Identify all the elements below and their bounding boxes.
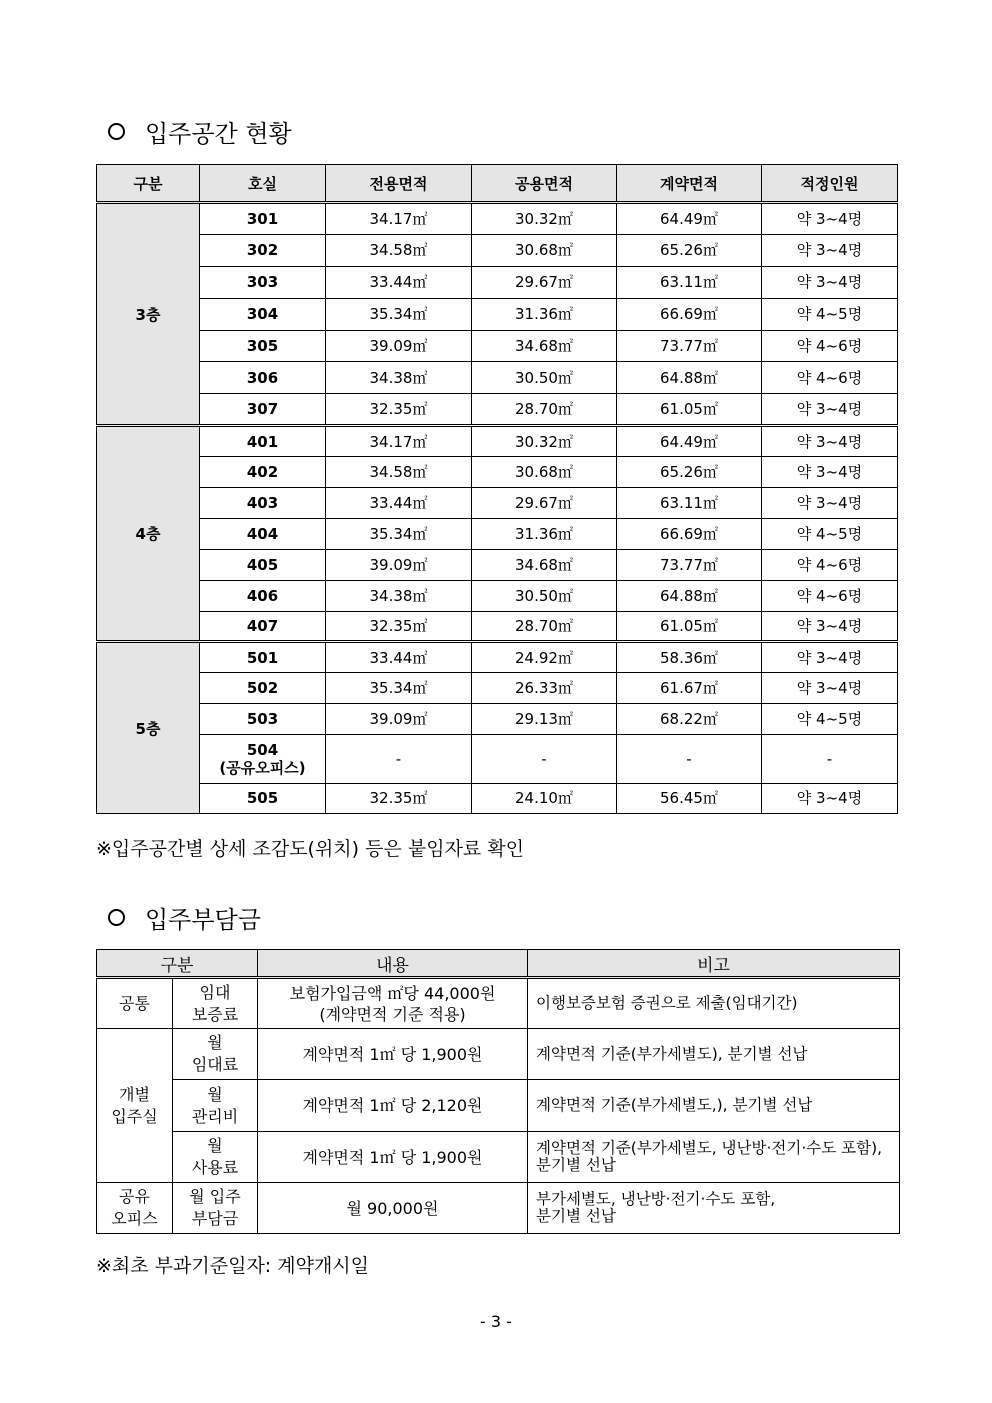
contract-area: 64.88㎡ [617, 362, 762, 394]
contract-area: 63.11㎡ [617, 488, 762, 519]
subcategory-label: 월 입주 부담금 [173, 1183, 258, 1234]
room-number: 306 [200, 362, 326, 394]
table-row [97, 298, 898, 330]
common-area: 30.68㎡ [472, 234, 617, 266]
room-number: 501 [200, 642, 326, 673]
room-number: 505 [200, 783, 326, 814]
fee-remark: 계약면적 기준(부가세별도, 냉난방·전기·수도 포함), 분기별 선납 [528, 1132, 900, 1183]
common-area: 29.13㎡ [472, 703, 617, 734]
contract-area: 73.77㎡ [617, 549, 762, 580]
table-row [97, 203, 898, 235]
section1-heading [108, 114, 292, 149]
capacity: 약 4~6명 [762, 330, 898, 362]
contract-area: 56.45㎡ [617, 783, 762, 814]
exclusive-area: - [326, 734, 472, 783]
table-row [97, 1183, 900, 1234]
contract-area: 64.88㎡ [617, 580, 762, 611]
contract-area: 64.49㎡ [617, 426, 762, 457]
common-area: 28.70㎡ [472, 394, 617, 426]
contract-area: 65.26㎡ [617, 234, 762, 266]
room-number: 503 [200, 703, 326, 734]
capacity: - [762, 734, 898, 783]
table-row [97, 234, 898, 266]
contract-area: 68.22㎡ [617, 703, 762, 734]
room-number: 402 [200, 457, 326, 488]
exclusive-area: 39.09㎡ [326, 330, 472, 362]
exclusive-area: 32.35㎡ [326, 783, 472, 814]
category-label: 공통 [97, 978, 173, 1029]
capacity: 약 3~4명 [762, 266, 898, 298]
table-row [97, 518, 898, 549]
contract-area: 61.05㎡ [617, 394, 762, 426]
exclusive-area: 34.38㎡ [326, 362, 472, 394]
header-capacity: 적정인원 [762, 165, 898, 203]
subcategory-label: 월 임대료 [173, 1029, 258, 1080]
exclusive-area: 34.58㎡ [326, 234, 472, 266]
common-area: 30.32㎡ [472, 203, 617, 235]
table-row [97, 362, 898, 394]
capacity: 약 3~4명 [762, 457, 898, 488]
room-number: 404 [200, 518, 326, 549]
table-row [97, 549, 898, 580]
fee-content: 보험가입금액 ㎡당 44,000원 (계약면적 기준 적용) [258, 978, 528, 1029]
table-row [97, 783, 898, 814]
table-row [97, 703, 898, 734]
capacity: 약 3~4명 [762, 673, 898, 704]
header-exclusive-area: 전용면적 [326, 165, 472, 203]
table-row [97, 978, 900, 1029]
room-number: 302 [200, 234, 326, 266]
table-row [97, 457, 898, 488]
exclusive-area: 34.38㎡ [326, 580, 472, 611]
exclusive-area: 32.35㎡ [326, 611, 472, 642]
room-number: 303 [200, 266, 326, 298]
capacity: 약 3~4명 [762, 426, 898, 457]
table-row [97, 488, 898, 519]
section1-note: ※입주공간별 상세 조감도(위치) 등은 붙임자료 확인 [96, 838, 525, 860]
room-number: 407 [200, 611, 326, 642]
common-area: 24.10㎡ [472, 783, 617, 814]
exclusive-area: 35.34㎡ [326, 518, 472, 549]
room-number: 304 [200, 298, 326, 330]
table-row [97, 1132, 900, 1183]
contract-area: 61.67㎡ [617, 673, 762, 704]
floor-label: 4층 [97, 426, 200, 642]
capacity: 약 3~4명 [762, 234, 898, 266]
room-number: 301 [200, 203, 326, 235]
header-contract-area: 계약면적 [617, 165, 762, 203]
table-row [97, 394, 898, 426]
room-number: 502 [200, 673, 326, 704]
common-area: - [472, 734, 617, 783]
exclusive-area: 32.35㎡ [326, 394, 472, 426]
room-number: 305 [200, 330, 326, 362]
capacity: 약 4~6명 [762, 362, 898, 394]
room-number: 406 [200, 580, 326, 611]
subcategory-label: 임대 보증료 [173, 978, 258, 1029]
fee-content: 계약면적 1㎡ 당 2,120원 [258, 1080, 528, 1132]
common-area: 30.68㎡ [472, 457, 617, 488]
capacity: 약 3~4명 [762, 783, 898, 814]
circle-bullet-icon [108, 123, 125, 140]
exclusive-area: 34.58㎡ [326, 457, 472, 488]
header-room: 호실 [200, 165, 326, 203]
circle-bullet-icon [108, 909, 125, 926]
exclusive-area: 33.44㎡ [326, 642, 472, 673]
exclusive-area: 39.09㎡ [326, 549, 472, 580]
room-number: 504 (공유오피스) [200, 734, 326, 783]
common-area: 34.68㎡ [472, 330, 617, 362]
table-row [97, 734, 898, 783]
exclusive-area: 33.44㎡ [326, 488, 472, 519]
common-area: 30.50㎡ [472, 580, 617, 611]
capacity: 약 4~5명 [762, 518, 898, 549]
table-row [97, 673, 898, 704]
common-area: 34.68㎡ [472, 549, 617, 580]
common-area: 31.36㎡ [472, 518, 617, 549]
contract-area: - [617, 734, 762, 783]
capacity: 약 3~4명 [762, 611, 898, 642]
fee-content: 계약면적 1㎡ 당 1,900원 [258, 1029, 528, 1080]
floor-label: 5층 [97, 642, 200, 814]
space-status-table [96, 164, 898, 814]
table-row [97, 580, 898, 611]
exclusive-area: 39.09㎡ [326, 703, 472, 734]
capacity: 약 4~6명 [762, 580, 898, 611]
capacity: 약 3~4명 [762, 203, 898, 235]
contract-area: 65.26㎡ [617, 457, 762, 488]
common-area: 28.70㎡ [472, 611, 617, 642]
table-row [97, 642, 898, 673]
common-area: 29.67㎡ [472, 488, 617, 519]
fee-remark: 이행보증보험 증권으로 제출(임대기간) [528, 978, 900, 1029]
exclusive-area: 34.17㎡ [326, 426, 472, 457]
table-row [97, 330, 898, 362]
contract-area: 73.77㎡ [617, 330, 762, 362]
contract-area: 63.11㎡ [617, 266, 762, 298]
table-row [97, 1080, 900, 1132]
common-area: 24.92㎡ [472, 642, 617, 673]
table-row [97, 266, 898, 298]
contract-area: 66.69㎡ [617, 518, 762, 549]
exclusive-area: 35.34㎡ [326, 298, 472, 330]
contract-area: 58.36㎡ [617, 642, 762, 673]
exclusive-area: 34.17㎡ [326, 203, 472, 235]
page-number: - 3 - [480, 1312, 512, 1331]
fee-content: 월 90,000원 [258, 1183, 528, 1234]
capacity: 약 3~4명 [762, 642, 898, 673]
section2-heading [108, 900, 261, 935]
common-area: 31.36㎡ [472, 298, 617, 330]
contract-area: 66.69㎡ [617, 298, 762, 330]
capacity: 약 3~4명 [762, 488, 898, 519]
capacity: 약 4~6명 [762, 549, 898, 580]
header-division: 구분 [97, 950, 258, 978]
room-number: 307 [200, 394, 326, 426]
table-row [97, 1029, 900, 1080]
header-division: 구분 [97, 165, 200, 203]
fee-content: 계약면적 1㎡ 당 1,900원 [258, 1132, 528, 1183]
fee-table [96, 949, 900, 1234]
exclusive-area: 33.44㎡ [326, 266, 472, 298]
common-area: 26.33㎡ [472, 673, 617, 704]
subcategory-label: 월 사용료 [173, 1132, 258, 1183]
fee-remark: 계약면적 기준(부가세별도), 분기별 선납 [528, 1029, 900, 1080]
exclusive-area: 35.34㎡ [326, 673, 472, 704]
capacity: 약 4~5명 [762, 298, 898, 330]
room-number: 405 [200, 549, 326, 580]
capacity: 약 3~4명 [762, 394, 898, 426]
header-remark: 비고 [528, 950, 900, 978]
common-area: 30.50㎡ [472, 362, 617, 394]
section1-title: 입주공간 현황 [145, 120, 292, 148]
section2-title: 입주부담금 [145, 906, 261, 934]
table-row [97, 426, 898, 457]
contract-area: 61.05㎡ [617, 611, 762, 642]
section2-note: ※최초 부과기준일자: 계약개시일 [96, 1255, 370, 1277]
fee-remark: 부가세별도, 냉난방·전기·수도 포함, 분기별 선납 [528, 1183, 900, 1234]
table-row [97, 611, 898, 642]
capacity: 약 4~5명 [762, 703, 898, 734]
header-content: 내용 [258, 950, 528, 978]
category-label: 개별 입주실 [97, 1029, 173, 1183]
category-label: 공유 오피스 [97, 1183, 173, 1234]
room-number: 401 [200, 426, 326, 457]
floor-label: 3층 [97, 203, 200, 426]
fee-remark: 계약면적 기준(부가세별도,), 분기별 선납 [528, 1080, 900, 1132]
subcategory-label: 월 관리비 [173, 1080, 258, 1132]
common-area: 30.32㎡ [472, 426, 617, 457]
header-common-area: 공용면적 [472, 165, 617, 203]
contract-area: 64.49㎡ [617, 203, 762, 235]
common-area: 29.67㎡ [472, 266, 617, 298]
room-number: 403 [200, 488, 326, 519]
